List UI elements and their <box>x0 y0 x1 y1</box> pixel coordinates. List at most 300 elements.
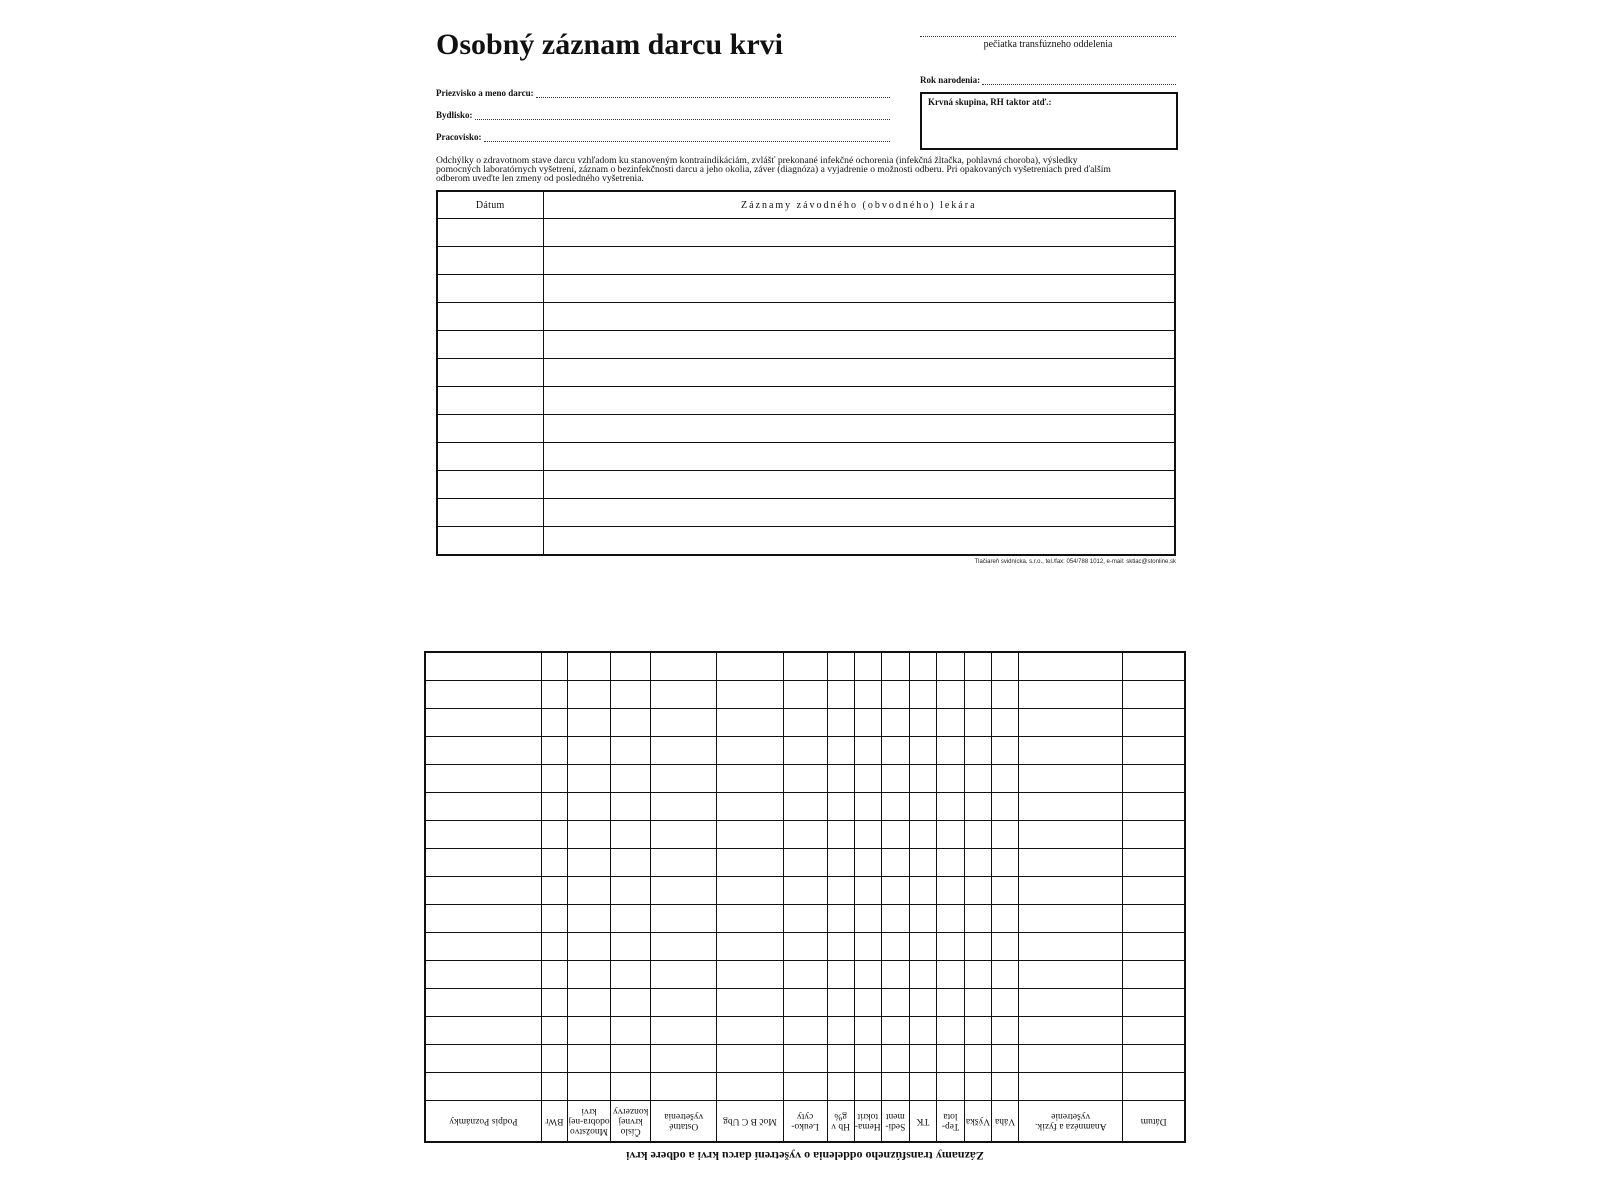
transfusion-record-cell[interactable] <box>1019 709 1123 737</box>
transfusion-record-cell[interactable] <box>909 681 936 709</box>
transfusion-record-cell[interactable] <box>425 989 541 1017</box>
transfusion-record-cell[interactable] <box>964 849 991 877</box>
transfusion-record-cell[interactable] <box>717 821 783 849</box>
transfusion-record-cell[interactable] <box>783 989 827 1017</box>
doctor-record-date-cell[interactable] <box>437 219 543 247</box>
transfusion-record-cell[interactable] <box>1123 877 1185 905</box>
transfusion-record-cell[interactable] <box>992 709 1019 737</box>
transfusion-record-cell[interactable] <box>854 989 881 1017</box>
transfusion-record-cell[interactable] <box>425 933 541 961</box>
doctor-record-text-cell[interactable] <box>543 387 1175 415</box>
doctor-record-text-cell[interactable] <box>543 359 1175 387</box>
transfusion-record-cell[interactable] <box>611 652 651 681</box>
transfusion-record-cell[interactable] <box>1123 652 1185 681</box>
transfusion-record-cell[interactable] <box>541 1045 567 1073</box>
transfusion-record-cell[interactable] <box>964 765 991 793</box>
doctor-record-date-cell[interactable] <box>437 331 543 359</box>
doctor-records-header-row <box>437 191 1175 219</box>
transfusion-record-cell[interactable] <box>992 961 1019 989</box>
transfusion-record-cell[interactable] <box>717 933 783 961</box>
transfusion-record-cell[interactable] <box>936 849 964 877</box>
transfusion-record-cell[interactable] <box>854 1045 881 1073</box>
transfusion-record-cell[interactable] <box>717 905 783 933</box>
doctor-record-date-cell[interactable] <box>437 359 543 387</box>
transfusion-record-cell[interactable] <box>541 989 567 1017</box>
transfusion-record-cell[interactable] <box>611 905 651 933</box>
transfusion-record-cell[interactable] <box>964 905 991 933</box>
birth-year-line[interactable] <box>982 76 1176 85</box>
transfusion-record-cell[interactable] <box>1019 821 1123 849</box>
transfusion-record-cell[interactable] <box>1019 905 1123 933</box>
transfusion-record-cell[interactable] <box>936 709 964 737</box>
transfusion-record-cell[interactable] <box>936 1017 964 1045</box>
transfusion-record-cell[interactable] <box>909 1017 936 1045</box>
doctor-record-text-cell[interactable] <box>543 443 1175 471</box>
transfusion-record-cell[interactable] <box>909 709 936 737</box>
transfusion-record-cell[interactable] <box>425 1017 541 1045</box>
transfusion-column-header: Váha <box>992 1101 1019 1143</box>
transfusion-record-cell[interactable] <box>854 765 881 793</box>
transfusion-record-cell[interactable] <box>1019 961 1123 989</box>
transfusion-record-cell[interactable] <box>1019 1045 1123 1073</box>
transfusion-record-cell[interactable] <box>992 1073 1019 1101</box>
transfusion-record-cell[interactable] <box>717 652 783 681</box>
transfusion-record-cell[interactable] <box>783 765 827 793</box>
transfusion-record-cell[interactable] <box>909 737 936 765</box>
transfusion-record-cell[interactable] <box>881 877 909 905</box>
transfusion-record-cell[interactable] <box>541 849 567 877</box>
birth-year-field[interactable] <box>920 75 1176 85</box>
transfusion-record-cell[interactable] <box>964 1017 991 1045</box>
transfusion-record-cell[interactable] <box>854 1073 881 1101</box>
transfusion-record-cell[interactable] <box>936 1045 964 1073</box>
transfusion-record-cell[interactable] <box>1123 961 1185 989</box>
transfusion-record-cell[interactable] <box>783 849 827 877</box>
transfusion-column-header: Ostatné vyšetrenia <box>651 1101 717 1143</box>
transfusion-record-cell[interactable] <box>783 1073 827 1101</box>
transfusion-record-cell[interactable] <box>1123 681 1185 709</box>
doctor-record-text-cell[interactable] <box>543 415 1175 443</box>
transfusion-record-cell[interactable] <box>783 821 827 849</box>
transfusion-record-cell[interactable] <box>567 849 610 877</box>
transfusion-record-cell[interactable] <box>717 793 783 821</box>
transfusion-record-cell[interactable] <box>827 681 854 709</box>
transfusion-record-cell[interactable] <box>827 933 854 961</box>
transfusion-record-cell[interactable] <box>567 877 610 905</box>
doctor-record-text-cell[interactable] <box>543 247 1175 275</box>
transfusion-record-cell[interactable] <box>717 709 783 737</box>
transfusion-record-cell[interactable] <box>827 737 854 765</box>
transfusion-record-cell[interactable] <box>854 933 881 961</box>
transfusion-record-cell[interactable] <box>1019 737 1123 765</box>
transfusion-record-cell[interactable] <box>909 989 936 1017</box>
transfusion-record-cell[interactable] <box>881 989 909 1017</box>
transfusion-record-cell[interactable] <box>651 765 717 793</box>
transfusion-record-cell[interactable] <box>854 681 881 709</box>
transfusion-record-cell[interactable] <box>567 961 610 989</box>
transfusion-record-cell[interactable] <box>936 905 964 933</box>
transfusion-record-cell[interactable] <box>992 765 1019 793</box>
transfusion-record-cell[interactable] <box>1123 1073 1185 1101</box>
transfusion-record-cell[interactable] <box>541 737 567 765</box>
transfusion-record-cell[interactable] <box>611 821 651 849</box>
transfusion-record-cell[interactable] <box>936 821 964 849</box>
transfusion-record-cell[interactable] <box>992 989 1019 1017</box>
transfusion-record-cell[interactable] <box>611 793 651 821</box>
transfusion-record-cell[interactable] <box>827 989 854 1017</box>
doctor-record-date-cell[interactable] <box>437 247 543 275</box>
transfusion-record-cell[interactable] <box>541 652 567 681</box>
transfusion-record-cell[interactable] <box>881 709 909 737</box>
transfusion-record-cell[interactable] <box>881 933 909 961</box>
transfusion-record-cell[interactable] <box>1123 793 1185 821</box>
transfusion-record-cell[interactable] <box>909 905 936 933</box>
transfusion-record-cell[interactable] <box>827 793 854 821</box>
transfusion-record-cell[interactable] <box>425 1073 541 1101</box>
transfusion-record-cell[interactable] <box>611 849 651 877</box>
transfusion-record-cell[interactable] <box>854 877 881 905</box>
transfusion-record-cell[interactable] <box>567 1045 610 1073</box>
transfusion-record-cell[interactable] <box>827 1017 854 1045</box>
transfusion-record-cell[interactable] <box>717 1073 783 1101</box>
transfusion-record-cell[interactable] <box>651 652 717 681</box>
transfusion-record-cell[interactable] <box>783 709 827 737</box>
transfusion-record-cell[interactable] <box>854 709 881 737</box>
transfusion-record-cell[interactable] <box>541 765 567 793</box>
transfusion-record-cell[interactable] <box>992 681 1019 709</box>
transfusion-record-cell[interactable] <box>909 765 936 793</box>
transfusion-record-cell[interactable] <box>964 989 991 1017</box>
transfusion-record-cell[interactable] <box>936 652 964 681</box>
doctor-record-date-cell[interactable] <box>437 443 543 471</box>
transfusion-record-cell[interactable] <box>1123 765 1185 793</box>
transfusion-record-cell[interactable] <box>964 681 991 709</box>
transfusion-record-cell[interactable] <box>611 765 651 793</box>
transfusion-record-cell[interactable] <box>611 961 651 989</box>
transfusion-record-cell[interactable] <box>936 933 964 961</box>
transfusion-record-cell[interactable] <box>881 961 909 989</box>
transfusion-record-cell[interactable] <box>425 961 541 989</box>
transfusion-record-cell[interactable] <box>881 737 909 765</box>
transfusion-record-cell[interactable] <box>425 877 541 905</box>
transfusion-record-cell[interactable] <box>717 765 783 793</box>
transfusion-record-cell[interactable] <box>854 849 881 877</box>
transfusion-record-cell[interactable] <box>1019 652 1123 681</box>
transfusion-record-cell[interactable] <box>611 737 651 765</box>
transfusion-record-cell[interactable] <box>611 709 651 737</box>
transfusion-record-cell[interactable] <box>854 737 881 765</box>
transfusion-record-cell[interactable] <box>1123 905 1185 933</box>
transfusion-record-cell[interactable] <box>881 1017 909 1045</box>
transfusion-record-cell[interactable] <box>964 793 991 821</box>
transfusion-record-cell[interactable] <box>717 989 783 1017</box>
doctor-record-text-cell[interactable] <box>543 527 1175 556</box>
transfusion-record-cell[interactable] <box>567 793 610 821</box>
transfusion-record-cell[interactable] <box>964 877 991 905</box>
transfusion-record-cell[interactable] <box>936 793 964 821</box>
transfusion-record-cell[interactable] <box>611 1017 651 1045</box>
transfusion-record-cell[interactable] <box>881 1045 909 1073</box>
doctor-record-row <box>437 247 1175 275</box>
transfusion-record-cell[interactable] <box>827 961 854 989</box>
transfusion-record-cell[interactable] <box>425 652 541 681</box>
workplace-field[interactable] <box>436 132 890 142</box>
transfusion-record-cell[interactable] <box>651 1017 717 1045</box>
transfusion-record-cell[interactable] <box>936 681 964 709</box>
transfusion-record-cell[interactable] <box>567 652 610 681</box>
transfusion-record-cell[interactable] <box>1019 1073 1123 1101</box>
transfusion-record-cell[interactable] <box>567 933 610 961</box>
transfusion-record-cell[interactable] <box>881 905 909 933</box>
transfusion-record-cell[interactable] <box>881 1073 909 1101</box>
transfusion-record-cell[interactable] <box>541 681 567 709</box>
transfusion-record-cell[interactable] <box>541 905 567 933</box>
transfusion-record-cell[interactable] <box>909 933 936 961</box>
transfusion-record-cell[interactable] <box>567 709 610 737</box>
transfusion-record-cell[interactable] <box>992 1017 1019 1045</box>
transfusion-record-cell[interactable] <box>611 1073 651 1101</box>
transfusion-record-cell[interactable] <box>611 681 651 709</box>
transfusion-record-cell[interactable] <box>541 1073 567 1101</box>
transfusion-record-cell[interactable] <box>567 1073 610 1101</box>
doctor-record-text-cell[interactable] <box>543 499 1175 527</box>
transfusion-record-cell[interactable] <box>936 737 964 765</box>
blood-group-box[interactable] <box>920 92 1178 150</box>
transfusion-record-cell[interactable] <box>909 821 936 849</box>
transfusion-record-cell[interactable] <box>1123 737 1185 765</box>
transfusion-record-cell[interactable] <box>651 1073 717 1101</box>
doctor-record-text-cell[interactable] <box>543 471 1175 499</box>
doctor-record-text-cell[interactable] <box>543 275 1175 303</box>
transfusion-record-cell[interactable] <box>992 1045 1019 1073</box>
transfusion-record-cell[interactable] <box>783 933 827 961</box>
donor-name-field[interactable] <box>436 88 890 98</box>
doctor-record-date-cell[interactable] <box>437 303 543 331</box>
transfusion-record-cell[interactable] <box>783 1045 827 1073</box>
transfusion-record-cell[interactable] <box>611 877 651 905</box>
transfusion-record-cell[interactable] <box>567 989 610 1017</box>
transfusion-record-cell[interactable] <box>1019 933 1123 961</box>
transfusion-record-cell[interactable] <box>425 1045 541 1073</box>
transfusion-record-cell[interactable] <box>1123 933 1185 961</box>
transfusion-record-cell[interactable] <box>611 1045 651 1073</box>
transfusion-record-cell[interactable] <box>909 961 936 989</box>
transfusion-record-cell[interactable] <box>783 877 827 905</box>
transfusion-record-cell[interactable] <box>936 961 964 989</box>
transfusion-record-cell[interactable] <box>651 681 717 709</box>
transfusion-record-cell[interactable] <box>1019 765 1123 793</box>
transfusion-record-cell[interactable] <box>783 737 827 765</box>
transfusion-record-cell[interactable] <box>651 933 717 961</box>
transfusion-record-cell[interactable] <box>964 737 991 765</box>
transfusion-record-cell[interactable] <box>651 821 717 849</box>
transfusion-record-cell[interactable] <box>854 793 881 821</box>
transfusion-record-cell[interactable] <box>541 1017 567 1045</box>
transfusion-record-cell[interactable] <box>541 933 567 961</box>
transfusion-record-cell[interactable] <box>717 849 783 877</box>
transfusion-record-cell[interactable] <box>992 877 1019 905</box>
transfusion-record-cell[interactable] <box>1123 1017 1185 1045</box>
transfusion-record-cell[interactable] <box>936 877 964 905</box>
doctor-record-date-cell[interactable] <box>437 499 543 527</box>
doctor-record-date-cell[interactable] <box>437 387 543 415</box>
transfusion-record-cell[interactable] <box>854 961 881 989</box>
transfusion-record-cell[interactable] <box>567 765 610 793</box>
transfusion-record-cell[interactable] <box>827 821 854 849</box>
transfusion-record-cell[interactable] <box>611 933 651 961</box>
transfusion-record-cell[interactable] <box>567 1017 610 1045</box>
transfusion-record-cell[interactable] <box>541 709 567 737</box>
doctor-record-date-cell[interactable] <box>437 275 543 303</box>
transfusion-record-cell[interactable] <box>783 793 827 821</box>
transfusion-record-cell[interactable] <box>854 821 881 849</box>
address-field[interactable] <box>436 110 890 120</box>
transfusion-record-cell[interactable] <box>651 905 717 933</box>
transfusion-record-cell[interactable] <box>827 709 854 737</box>
transfusion-record-cell[interactable] <box>717 737 783 765</box>
transfusion-record-cell[interactable] <box>783 1017 827 1045</box>
transfusion-record-cell[interactable] <box>1019 989 1123 1017</box>
transfusion-record-cell[interactable] <box>651 1045 717 1073</box>
transfusion-record-cell[interactable] <box>854 1017 881 1045</box>
transfusion-record-cell[interactable] <box>717 961 783 989</box>
transfusion-record-cell[interactable] <box>827 905 854 933</box>
transfusion-record-cell[interactable] <box>964 961 991 989</box>
transfusion-column-header: Dátum <box>1123 1101 1185 1143</box>
transfusion-record-cell[interactable] <box>783 681 827 709</box>
transfusion-record-cell[interactable] <box>881 681 909 709</box>
address-line[interactable] <box>475 111 890 120</box>
transfusion-record-cell[interactable] <box>1019 681 1123 709</box>
transfusion-record-cell[interactable] <box>425 709 541 737</box>
transfusion-record-cell[interactable] <box>717 877 783 905</box>
transfusion-record-cell[interactable] <box>717 681 783 709</box>
transfusion-record-cell[interactable] <box>909 877 936 905</box>
transfusion-record-cell[interactable] <box>964 933 991 961</box>
transfusion-record-row <box>425 849 1185 877</box>
doctor-record-text-cell[interactable] <box>543 331 1175 359</box>
donor-name-label: Priezvisko a meno darcu: <box>436 88 534 98</box>
transfusion-record-cell[interactable] <box>425 821 541 849</box>
transfusion-record-cell[interactable] <box>827 849 854 877</box>
transfusion-record-cell[interactable] <box>909 1045 936 1073</box>
transfusion-record-cell[interactable] <box>1123 849 1185 877</box>
transfusion-record-cell[interactable] <box>425 681 541 709</box>
transfusion-record-cell[interactable] <box>881 821 909 849</box>
transfusion-record-cell[interactable] <box>425 765 541 793</box>
transfusion-record-cell[interactable] <box>992 652 1019 681</box>
transfusion-record-cell[interactable] <box>717 1045 783 1073</box>
transfusion-record-cell[interactable] <box>651 709 717 737</box>
transfusion-record-cell[interactable] <box>992 905 1019 933</box>
transfusion-record-cell[interactable] <box>567 905 610 933</box>
transfusion-record-cell[interactable] <box>611 989 651 1017</box>
transfusion-record-cell[interactable] <box>425 905 541 933</box>
doctor-record-date-cell[interactable] <box>437 527 543 556</box>
transfusion-record-cell[interactable] <box>827 765 854 793</box>
doctor-record-date-cell[interactable] <box>437 471 543 499</box>
transfusion-record-cell[interactable] <box>964 709 991 737</box>
transfusion-record-cell[interactable] <box>1123 1045 1185 1073</box>
transfusion-record-row <box>425 905 1185 933</box>
transfusion-record-cell[interactable] <box>909 793 936 821</box>
doctor-record-date-cell[interactable] <box>437 415 543 443</box>
transfusion-record-cell[interactable] <box>827 652 854 681</box>
transfusion-record-cell[interactable] <box>783 961 827 989</box>
doctor-record-text-cell[interactable] <box>543 303 1175 331</box>
transfusion-record-cell[interactable] <box>651 961 717 989</box>
transfusion-record-cell[interactable] <box>651 793 717 821</box>
transfusion-record-cell[interactable] <box>425 849 541 877</box>
workplace-line[interactable] <box>484 133 891 142</box>
transfusion-record-cell[interactable] <box>992 821 1019 849</box>
transfusion-record-cell[interactable] <box>567 737 610 765</box>
transfusion-record-cell[interactable] <box>992 933 1019 961</box>
transfusion-record-cell[interactable] <box>783 652 827 681</box>
transfusion-record-cell[interactable] <box>541 821 567 849</box>
transfusion-record-cell[interactable] <box>651 737 717 765</box>
doctor-record-row <box>437 359 1175 387</box>
transfusion-record-cell[interactable] <box>541 793 567 821</box>
transfusion-record-cell[interactable] <box>783 905 827 933</box>
transfusion-record-cell[interactable] <box>567 821 610 849</box>
doctor-record-text-cell[interactable] <box>543 219 1175 247</box>
transfusion-record-cell[interactable] <box>909 652 936 681</box>
transfusion-record-cell[interactable] <box>881 765 909 793</box>
transfusion-record-cell[interactable] <box>881 849 909 877</box>
transfusion-record-cell[interactable] <box>881 793 909 821</box>
transfusion-record-cell[interactable] <box>992 849 1019 877</box>
transfusion-record-cell[interactable] <box>827 1045 854 1073</box>
transfusion-record-cell[interactable] <box>936 1073 964 1101</box>
transfusion-record-cell[interactable] <box>1123 989 1185 1017</box>
transfusion-record-cell[interactable] <box>651 877 717 905</box>
transfusion-record-cell[interactable] <box>881 652 909 681</box>
transfusion-record-cell[interactable] <box>425 737 541 765</box>
transfusion-record-cell[interactable] <box>964 1073 991 1101</box>
transfusion-record-cell[interactable] <box>854 652 881 681</box>
transfusion-record-cell[interactable] <box>541 961 567 989</box>
transfusion-record-row <box>425 933 1185 961</box>
transfusion-record-cell[interactable] <box>992 793 1019 821</box>
transfusion-record-cell[interactable] <box>964 652 991 681</box>
transfusion-record-cell[interactable] <box>827 1073 854 1101</box>
donor-name-line[interactable] <box>536 89 890 98</box>
transfusion-record-cell[interactable] <box>567 681 610 709</box>
transfusion-record-cell[interactable] <box>1123 709 1185 737</box>
transfusion-record-cell[interactable] <box>651 989 717 1017</box>
transfusion-record-cell[interactable] <box>1019 877 1123 905</box>
transfusion-record-cell[interactable] <box>541 877 567 905</box>
transfusion-record-cell[interactable] <box>651 849 717 877</box>
transfusion-record-cell[interactable] <box>717 1017 783 1045</box>
transfusion-record-cell[interactable] <box>909 1073 936 1101</box>
transfusion-record-cell[interactable] <box>1123 821 1185 849</box>
transfusion-record-cell[interactable] <box>854 905 881 933</box>
transfusion-record-cell[interactable] <box>936 765 964 793</box>
transfusion-record-cell[interactable] <box>936 989 964 1017</box>
transfusion-record-cell[interactable] <box>1019 849 1123 877</box>
transfusion-record-cell[interactable] <box>425 793 541 821</box>
transfusion-record-cell[interactable] <box>964 821 991 849</box>
transfusion-record-cell[interactable] <box>827 877 854 905</box>
transfusion-record-cell[interactable] <box>992 737 1019 765</box>
transfusion-record-cell[interactable] <box>1019 793 1123 821</box>
transfusion-column-header: Sedi-ment <box>881 1101 909 1143</box>
transfusion-record-cell[interactable] <box>1019 1017 1123 1045</box>
transfusion-record-cell[interactable] <box>909 849 936 877</box>
transfusion-record-cell[interactable] <box>964 1045 991 1073</box>
